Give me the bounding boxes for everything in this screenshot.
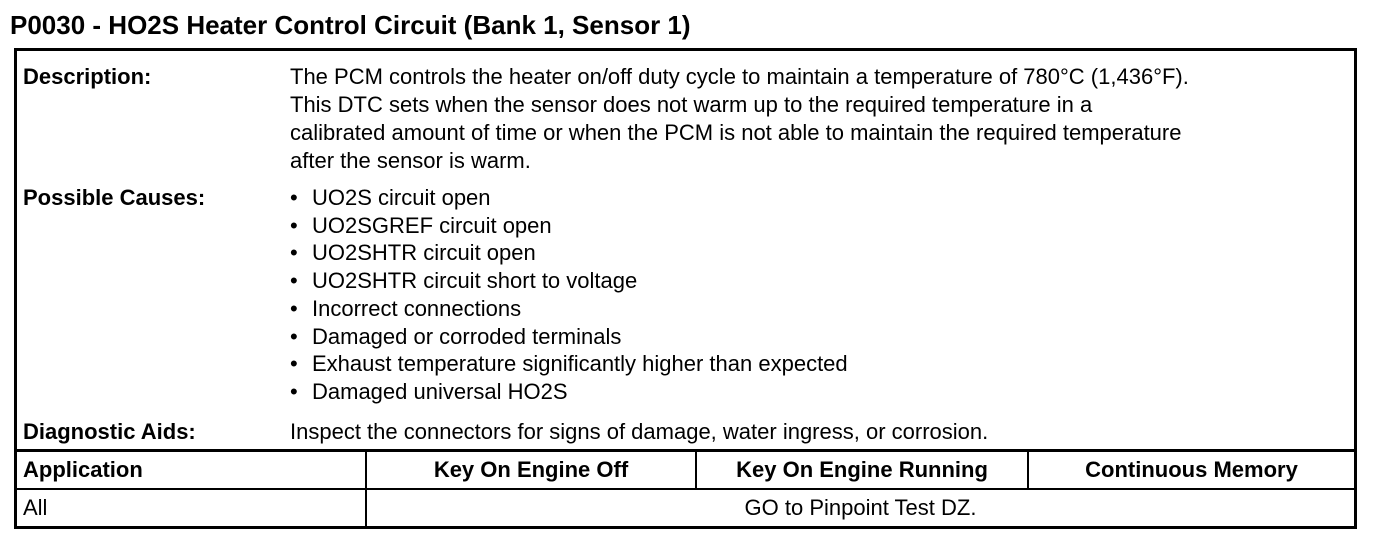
dtc-info-panel — [14, 48, 1357, 529]
bullet-icon: • — [290, 212, 298, 238]
column-header-koer: Key On Engine Running — [696, 451, 1028, 490]
description-text — [290, 63, 1350, 175]
possible-causes-label: Possible Causes: — [23, 185, 206, 210]
column-header-koeo: Key On Engine Off — [366, 451, 696, 490]
action-cell: GO to Pinpoint Test DZ. — [366, 489, 1354, 526]
table-row — [17, 489, 1354, 526]
bullet-icon: • — [290, 185, 298, 210]
bullet-icon: • — [290, 351, 298, 377]
cause-text: Exhaust temperature significantly higher than expected — [312, 351, 848, 377]
possible-causes-list — [290, 184, 1350, 406]
cause-text: Damaged universal HO2S — [312, 378, 568, 404]
column-header-continuous-memory: Continuous Memory — [1028, 451, 1354, 490]
cause-item — [290, 267, 1350, 295]
cause-text: Damaged or corroded terminals — [312, 323, 622, 349]
cause-text: UO2SHTR circuit open — [312, 240, 536, 266]
description-label: Description: — [23, 64, 152, 89]
description-line: This DTC sets when the sensor does not warm up to the required temperature in a — [290, 92, 1093, 117]
possible-causes-list-wrap — [290, 184, 1350, 406]
bullet-icon: • — [290, 378, 298, 404]
description-line: The PCM controls the heater on/off duty cycle to maintain a temperature of 780°C (1,436°F). — [290, 64, 1189, 89]
cause-item — [290, 184, 1350, 212]
application-table — [17, 449, 1354, 526]
bullet-icon: • — [290, 295, 298, 321]
cause-item — [290, 295, 1350, 323]
bullet-icon: • — [290, 240, 298, 266]
cause-item — [290, 378, 1350, 406]
cause-text: UO2SHTR circuit short to voltage — [312, 268, 638, 294]
cause-item — [290, 350, 1350, 378]
application-cell: All — [17, 489, 366, 526]
bullet-icon: • — [290, 268, 298, 294]
dtc-details — [17, 51, 1354, 451]
cause-text: UO2SGREF circuit open — [312, 212, 552, 238]
column-header-application: Application — [17, 451, 366, 490]
description-line: after the sensor is warm. — [290, 148, 531, 173]
bullet-icon: • — [290, 323, 298, 349]
cause-item — [290, 239, 1350, 267]
diagnostic-aids-text: Inspect the connectors for signs of damage, water ingress, or corrosion. — [290, 419, 989, 444]
cause-item — [290, 212, 1350, 240]
diagnostic-aids-label: Diagnostic Aids: — [23, 419, 196, 444]
cause-item — [290, 323, 1350, 351]
cause-text: UO2S circuit open — [312, 185, 491, 210]
table-header-row — [17, 451, 1354, 490]
description-line: calibrated amount of time or when the PCM is not able to maintain the required temperature — [290, 120, 1182, 145]
page-title: P0030 - HO2S Heater Control Circuit (Bank 1, Sensor 1) — [10, 10, 691, 40]
cause-text: Incorrect connections — [312, 295, 522, 321]
